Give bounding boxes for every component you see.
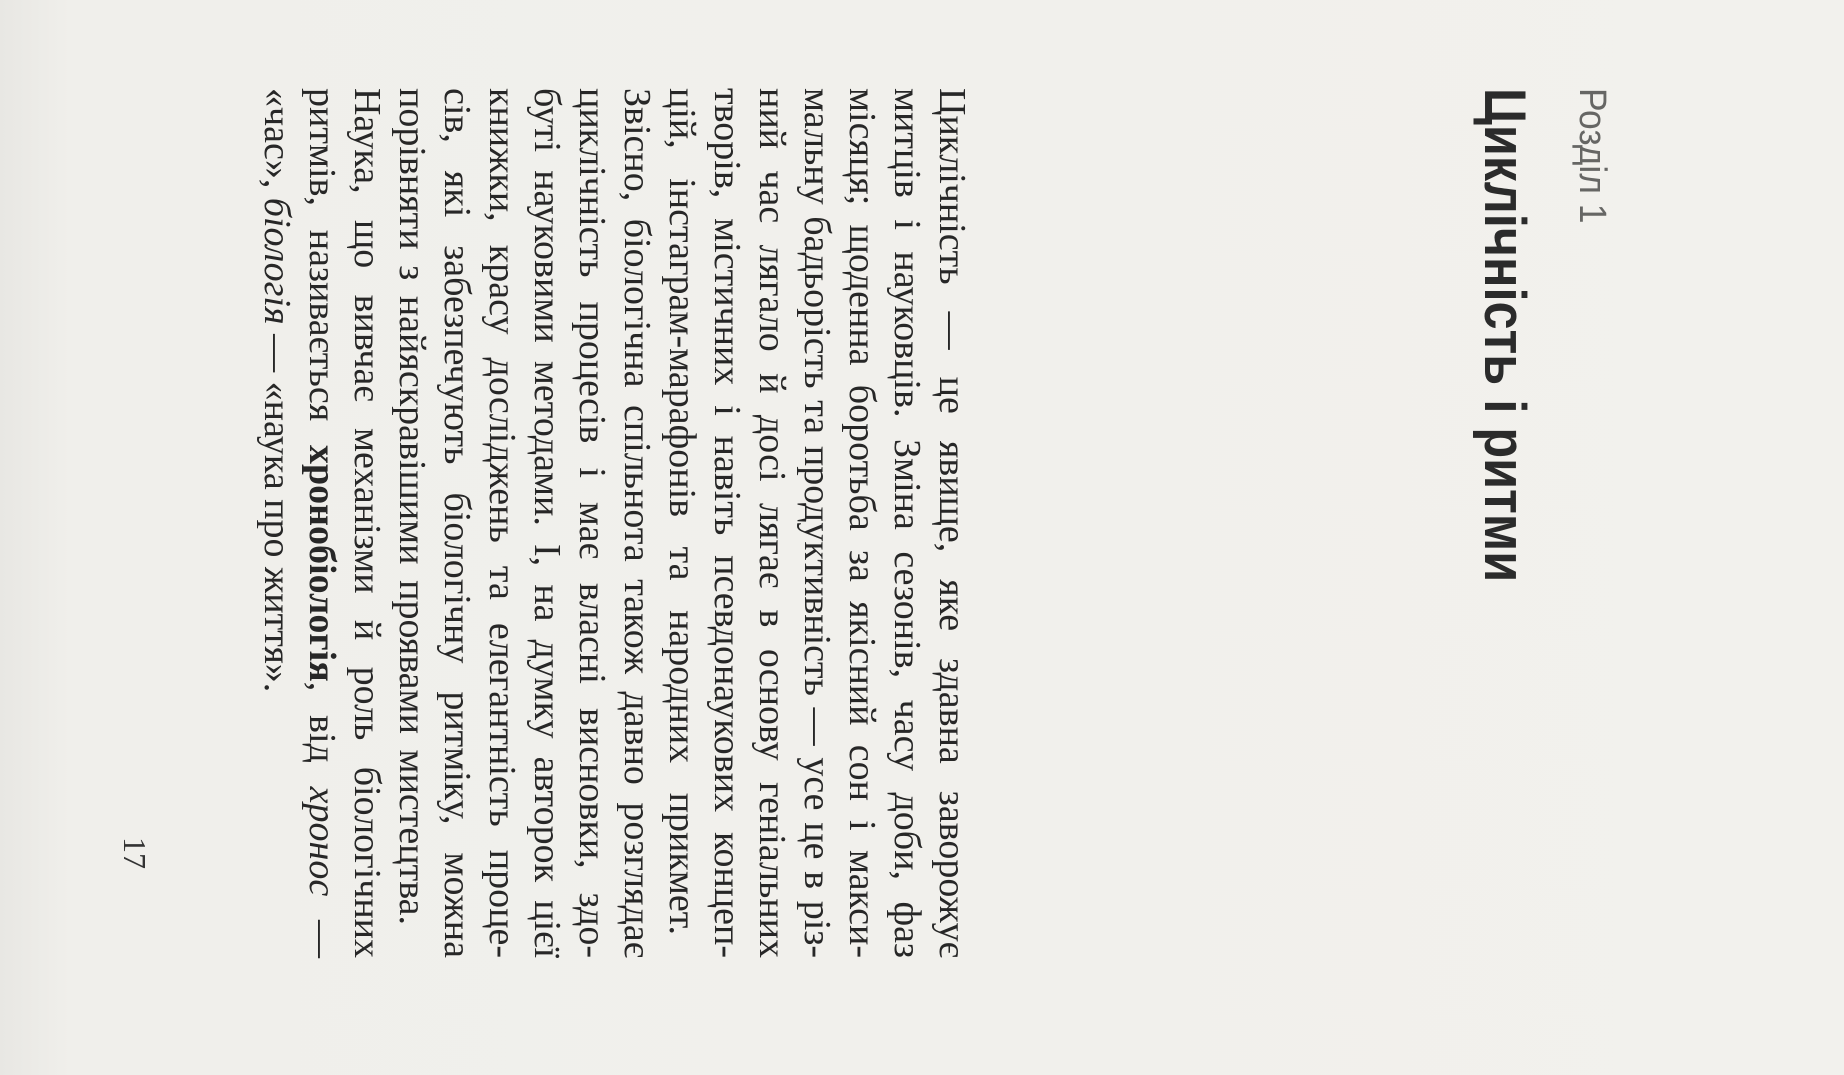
paragraph xyxy=(254,88,389,958)
italic-term: хронос xyxy=(301,786,343,897)
text-line: буті науковими методами. І, на думку авторок цієї xyxy=(526,88,568,958)
text-run: — xyxy=(301,896,343,959)
text-run: «час», xyxy=(256,88,298,198)
text-line: Циклічність — це явище, яке здавна заворожує xyxy=(931,88,973,958)
text-line: мальну бадьорість та продуктивність — усе це в різ- xyxy=(796,88,838,958)
page-number: 17 xyxy=(117,837,153,869)
text-line: порівняти з найяскравішими проявами мистецтва. xyxy=(391,88,433,925)
text-line: книжки, красу досліджень та елегантність проце- xyxy=(481,88,523,958)
chapter-title: Циклічність і ритми xyxy=(1472,88,1537,583)
text-line: циклічність процесів і має власні висновки, здо- xyxy=(571,88,613,958)
text-line: місяця; щоденна боротьба за якісний сон і макси- xyxy=(841,88,883,958)
text-line: Наука, що вивчає механізми й роль біологічних xyxy=(346,88,388,958)
text-line: Звісно, біологічна спільнота також давно розглядає xyxy=(616,88,658,958)
text-line: цій, інстаграм-марафонів та народних прикмет. xyxy=(661,88,703,935)
text-run: — «наука про життя». xyxy=(256,324,298,693)
text-line: творів, містичних і навіть псевдонаукових концеп- xyxy=(706,88,748,958)
text-line xyxy=(299,88,344,958)
paragraph xyxy=(659,88,974,958)
chapter-body xyxy=(254,88,974,958)
paragraph xyxy=(389,88,659,958)
text-line xyxy=(254,88,299,958)
text-line: митців і науковців. Зміна сезонів, часу доби, фаз xyxy=(886,88,928,958)
text-line: ний час лягало й досі лягає в основу геніальних xyxy=(751,88,793,958)
text-line: сів, які забезпечують біологічну ритміку, можна xyxy=(436,88,478,958)
bold-term: хронобіологія xyxy=(301,444,343,682)
text-run: , від xyxy=(301,681,343,787)
italic-term: біологія xyxy=(256,197,298,325)
chapter-label: Розділ 1 xyxy=(1571,88,1613,224)
text-run: ритмів, називається xyxy=(301,88,343,445)
